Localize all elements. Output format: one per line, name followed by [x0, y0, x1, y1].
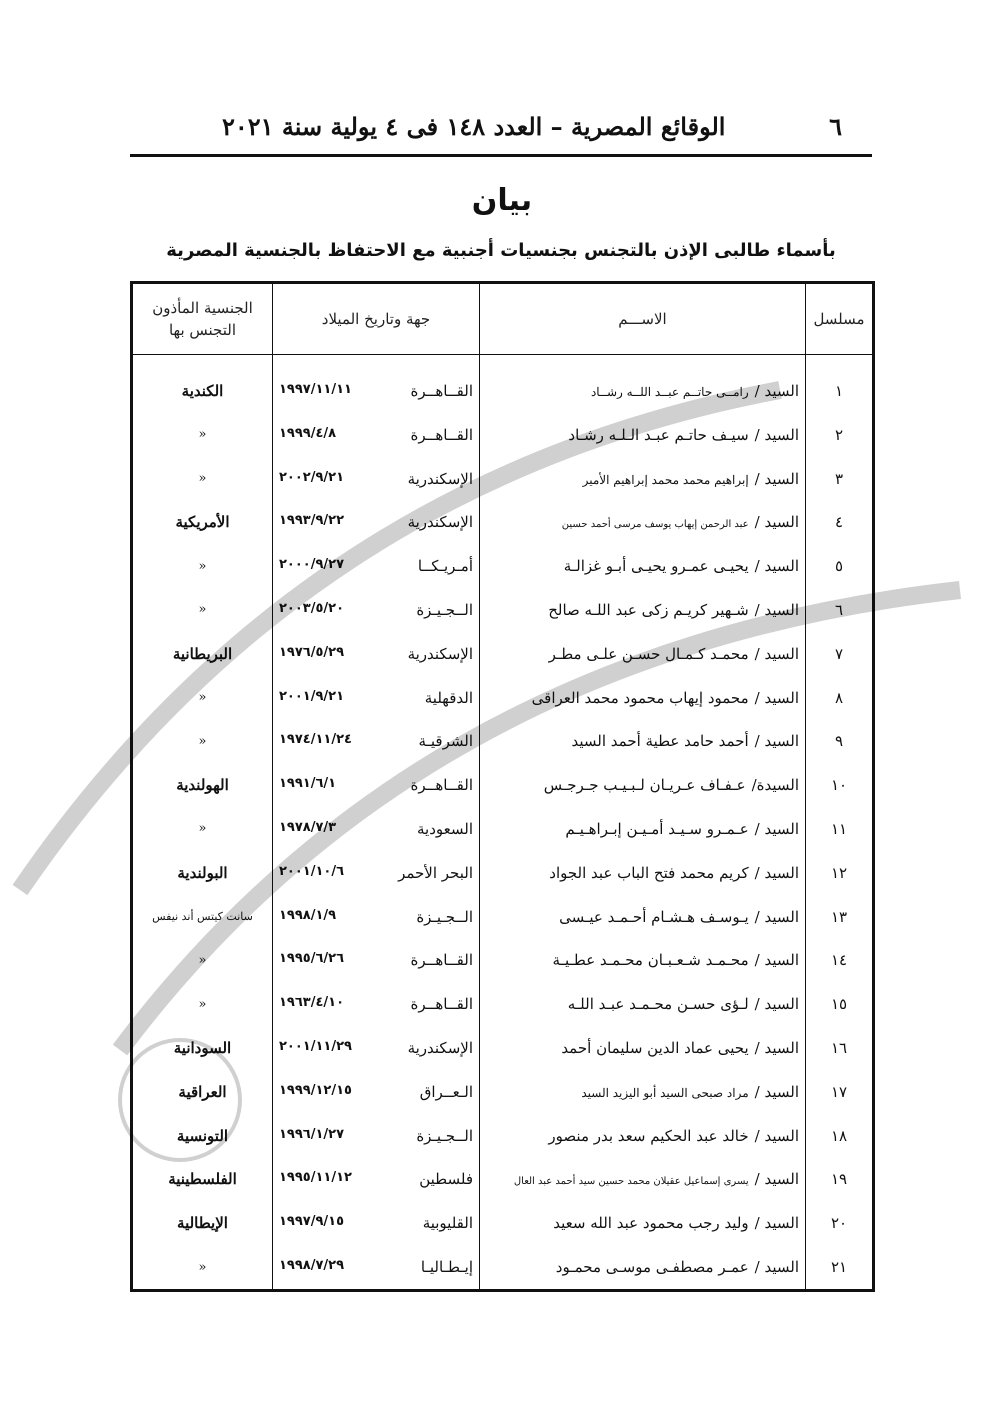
- birth-cell: [273, 369, 480, 413]
- honorific: السيد /: [754, 1126, 799, 1145]
- nationality-cell: «: [132, 719, 273, 763]
- honorific: السيد /: [754, 863, 799, 882]
- table-spacer-row: [132, 355, 874, 370]
- person-name: أحمد حامد عطية أحمد السيد: [571, 732, 749, 751]
- table-row: [132, 500, 874, 544]
- name-cell: [480, 588, 806, 632]
- name-cell: [480, 676, 806, 720]
- honorific: السيد /: [754, 1170, 799, 1189]
- document-subtitle: بأسماء طالبى الإذن بالتجنس بجنسيات أجنبية مع الاحتفاظ بالجنسية المصرية: [166, 240, 836, 261]
- nationality-cell: الكندية: [132, 369, 273, 413]
- birth-cell: [273, 676, 480, 720]
- birth-date: ١٩٩٨/١/٩: [279, 907, 337, 923]
- table-row: [132, 1026, 874, 1070]
- honorific: السيد /: [754, 1082, 799, 1101]
- nationality-cell: الأمريكية: [132, 500, 273, 544]
- birth-date: ١٩٦٣/٤/١٠: [279, 995, 345, 1011]
- person-name: محـمـد شـعـبـان محـمـد عطـيـة: [552, 951, 749, 970]
- table-row: [132, 588, 874, 632]
- nationality-cell: «: [132, 544, 273, 588]
- honorific: السيد /: [754, 688, 799, 707]
- birth-cell: [273, 763, 480, 807]
- honorific: السيد /: [754, 1214, 799, 1233]
- name-cell: [480, 544, 806, 588]
- person-name: رامــى حاتــم عبــد اللــه رشــاد: [590, 384, 749, 399]
- name-cell: [480, 719, 806, 763]
- birth-date: ٢٠٠٢/٩/٢١: [279, 469, 345, 485]
- honorific: السيدة/: [751, 776, 799, 795]
- birth-cell: [273, 719, 480, 763]
- birth-date: ١٩٩٩/٤/٨: [279, 425, 337, 441]
- table-row: [132, 413, 874, 457]
- person-name: عـفـاف عـريـان لـبـيـب جـرجـس: [543, 776, 746, 795]
- person-name: عـمـرو سـيـد أمـيـن إبـراهـيـم: [565, 819, 749, 838]
- birth-date: ٢٠٠١/٩/٢١: [279, 688, 345, 704]
- name-cell: [480, 1070, 806, 1114]
- nationality-cell: «: [132, 982, 273, 1026]
- name-cell: [480, 938, 806, 982]
- birth-place: الـعــراق: [419, 1082, 473, 1101]
- honorific: السيد /: [754, 1038, 799, 1057]
- nationality-cell: «: [132, 457, 273, 501]
- honorific: السيد /: [754, 644, 799, 663]
- birth-cell: [273, 1157, 480, 1201]
- birth-place: الدقهلية: [424, 688, 473, 707]
- birth-header: جهة وتاريخ الميلاد: [273, 283, 480, 355]
- honorific: السيد /: [754, 819, 799, 838]
- birth-cell: [273, 544, 480, 588]
- document-title: بيان: [471, 183, 533, 218]
- serial-cell: ١٨: [806, 1114, 874, 1158]
- person-name: محمـد كـمـال حسـن علـى مطـر: [548, 644, 749, 663]
- person-name: وليد رجب محمود عبد الله سعيد: [553, 1214, 749, 1233]
- birth-place: فلسطين: [419, 1170, 473, 1189]
- birth-date: ١٩٩٧/٩/١٥: [279, 1214, 345, 1230]
- birth-cell: [273, 938, 480, 982]
- name-cell: [480, 1026, 806, 1070]
- birth-place: الشرقيـة: [418, 732, 473, 751]
- honorific: السيد /: [754, 1258, 799, 1276]
- birth-place: الــجـيـزة: [416, 1126, 473, 1145]
- person-name: يسرى إسماعيل عقيلان محمد حسين سيد أحمد عبد العال: [513, 1176, 749, 1188]
- person-name: إبراهيم محمد محمد إبراهيم الأمير: [582, 472, 749, 487]
- table-row: [132, 895, 874, 939]
- person-name: لـؤى حسـن محـمـد عبـد اللـه: [567, 995, 749, 1014]
- table-row: [132, 1157, 874, 1201]
- person-name: كريم محمد فتح الباب عبد الجواد: [549, 863, 749, 882]
- name-cell: [480, 1114, 806, 1158]
- birth-cell: [273, 807, 480, 851]
- honorific: السيد /: [754, 600, 799, 619]
- table-row: [132, 1201, 874, 1245]
- name-cell: [480, 500, 806, 544]
- birth-date: ١٩٩١/٦/١: [279, 776, 337, 792]
- birth-date: ١٩٧٨/٧/٣: [279, 819, 337, 835]
- birth-place: إيـطـاليـا: [420, 1258, 473, 1276]
- name-cell: [480, 763, 806, 807]
- table-row: [132, 938, 874, 982]
- serial-cell: ١١: [806, 807, 874, 851]
- table-row: [132, 544, 874, 588]
- birth-place: البحر الأحمر: [398, 863, 473, 882]
- page-number: ٦: [829, 112, 842, 141]
- birth-place: الــجـيـزة: [416, 600, 473, 619]
- nationality-cell: «: [132, 676, 273, 720]
- birth-cell: [273, 1201, 480, 1245]
- nationality-cell: «: [132, 807, 273, 851]
- name-cell: [480, 982, 806, 1026]
- birth-place: الإسكندرية: [407, 644, 473, 663]
- serial-cell: ١٠: [806, 763, 874, 807]
- birth-place: السعودية: [416, 819, 473, 838]
- honorific: السيد /: [754, 513, 799, 532]
- serial-header: مسلسل: [806, 283, 874, 355]
- nationality-cell: الفلسطينية: [132, 1157, 273, 1201]
- person-name: مراد صبحى السيد أبو اليزيد السيد: [581, 1085, 749, 1100]
- birth-date: ١٩٩٩/١٢/١٥: [279, 1082, 352, 1098]
- serial-cell: ١: [806, 369, 874, 413]
- name-cell: [480, 413, 806, 457]
- serial-cell: ٨: [806, 676, 874, 720]
- nationality-cell: «: [132, 588, 273, 632]
- birth-cell: [273, 982, 480, 1026]
- birth-place: القــاهــرة: [410, 381, 473, 400]
- birth-date: ٢٠٠٠/٩/٢٧: [279, 557, 345, 573]
- table-row: [132, 982, 874, 1026]
- applicants-table: [130, 281, 875, 1292]
- birth-cell: [273, 895, 480, 939]
- serial-cell: ٩: [806, 719, 874, 763]
- birth-date: ١٩٧٤/١١/٢٤: [279, 732, 352, 748]
- birth-date: ١٩٧٦/٥/٢٩: [279, 644, 345, 660]
- birth-cell: [273, 1026, 480, 1070]
- birth-cell: [273, 1245, 480, 1291]
- honorific: السيد /: [754, 951, 799, 970]
- birth-place: القــاهــرة: [410, 776, 473, 795]
- person-name: شـهير كريـم زكى عبد اللـه صالح: [548, 600, 749, 619]
- serial-cell: ٢٠: [806, 1201, 874, 1245]
- birth-date: ١٩٩٥/٦/٢٦: [279, 951, 345, 967]
- nationality-cell: «: [132, 1245, 273, 1291]
- honorific: السيد /: [754, 557, 799, 576]
- birth-date: ١٩٩٥/١١/١٢: [279, 1170, 352, 1186]
- name-cell: [480, 1245, 806, 1291]
- serial-cell: ٢١: [806, 1245, 874, 1291]
- person-name: محمود إيهاب محمود محمد العراقى: [531, 688, 749, 707]
- name-cell: [480, 807, 806, 851]
- birth-place: القــاهــرة: [410, 425, 473, 444]
- page-header: [130, 108, 872, 157]
- table-row: [132, 719, 874, 763]
- birth-place: القــاهــرة: [410, 995, 473, 1014]
- name-cell: [480, 1201, 806, 1245]
- birth-date: ١٩٩٣/٩/٢٢: [279, 513, 345, 529]
- honorific: السيد /: [754, 732, 799, 751]
- honorific: السيد /: [754, 907, 799, 926]
- name-cell: [480, 457, 806, 501]
- table-row: [132, 1114, 874, 1158]
- table-header-row: [132, 283, 874, 355]
- nationality-cell: البولندية: [132, 851, 273, 895]
- nationality-cell: الهولندية: [132, 763, 273, 807]
- name-header: الاســـم: [480, 283, 806, 355]
- honorific: السيد /: [754, 469, 799, 488]
- name-cell: [480, 851, 806, 895]
- nationality-header: الجنسية المأذون التجنس بها: [132, 283, 273, 355]
- name-cell: [480, 895, 806, 939]
- person-name: خالد عبد الحكيم سعد بدر منصور: [548, 1126, 749, 1145]
- serial-cell: ١٤: [806, 938, 874, 982]
- birth-place: الإسكندرية: [407, 469, 473, 488]
- serial-cell: ٧: [806, 632, 874, 676]
- birth-cell: [273, 457, 480, 501]
- person-name: عمـر مصطفـى موسـى محمـود: [555, 1258, 749, 1276]
- birth-cell: [273, 851, 480, 895]
- serial-cell: ١٣: [806, 895, 874, 939]
- serial-cell: ١٧: [806, 1070, 874, 1114]
- person-name: يـوسـف هـشـام أحـمـد عيـسى: [559, 907, 749, 926]
- nationality-cell: سانت كيتس أند نيفس: [132, 895, 273, 939]
- birth-date: ٢٠٠٣/٥/٢٠: [279, 600, 345, 616]
- nationality-cell: الإيطالية: [132, 1201, 273, 1245]
- table-row: [132, 457, 874, 501]
- birth-cell: [273, 1070, 480, 1114]
- nationality-cell: التونسية: [132, 1114, 273, 1158]
- table-row: [132, 369, 874, 413]
- honorific: السيد /: [754, 381, 799, 400]
- birth-cell: [273, 413, 480, 457]
- serial-cell: ١٥: [806, 982, 874, 1026]
- birth-date: ١٩٩٨/٧/٢٩: [279, 1258, 345, 1273]
- name-cell: [480, 369, 806, 413]
- serial-cell: ١٢: [806, 851, 874, 895]
- nationality-cell: السودانية: [132, 1026, 273, 1070]
- person-name: يحيى عماد الدين سليمان أحمد: [561, 1038, 749, 1057]
- serial-cell: ٥: [806, 544, 874, 588]
- birth-cell: [273, 1114, 480, 1158]
- person-name: عبد الرحمن إيهاب يوسف مرسى أحمد حسين: [561, 519, 749, 531]
- serial-cell: ٢: [806, 413, 874, 457]
- nationality-cell: «: [132, 938, 273, 982]
- birth-place: الإسكندرية: [407, 513, 473, 532]
- nationality-cell: العراقية: [132, 1070, 273, 1114]
- serial-cell: ١٦: [806, 1026, 874, 1070]
- table-row: [132, 851, 874, 895]
- name-cell: [480, 1157, 806, 1201]
- table-row: [132, 1245, 874, 1291]
- table-row: [132, 632, 874, 676]
- honorific: السيد /: [754, 995, 799, 1014]
- table-row: [132, 807, 874, 851]
- honorific: السيد /: [754, 425, 799, 444]
- nationality-cell: «: [132, 413, 273, 457]
- table-row: [132, 1070, 874, 1114]
- birth-date: ٢٠٠١/١٠/٦: [279, 863, 345, 879]
- person-name: سيـف حاتـم عبـد الـلـه رشـاد: [568, 425, 749, 444]
- serial-cell: ١٩: [806, 1157, 874, 1201]
- birth-place: القليوبية: [422, 1214, 473, 1233]
- birth-date: ١٩٩٧/١١/١١: [279, 381, 352, 397]
- birth-place: الــجـيـزة: [416, 907, 473, 926]
- serial-cell: ٣: [806, 457, 874, 501]
- birth-place: القــاهــرة: [410, 951, 473, 970]
- birth-cell: [273, 500, 480, 544]
- birth-date: ٢٠٠١/١١/٢٩: [279, 1038, 352, 1054]
- serial-cell: ٤: [806, 500, 874, 544]
- birth-place: أمـريـكــا: [417, 557, 473, 576]
- table-body: [132, 355, 874, 1291]
- birth-cell: [273, 632, 480, 676]
- serial-cell: ٦: [806, 588, 874, 632]
- birth-date: ١٩٩٦/١/٢٧: [279, 1126, 345, 1142]
- person-name: يحيـى عمـرو يحيـى أبـو غزالـة: [563, 557, 749, 576]
- birth-cell: [273, 588, 480, 632]
- table-row: [132, 676, 874, 720]
- name-cell: [480, 632, 806, 676]
- running-title: الوقائع المصرية – العدد ١٤٨ فى ٤ يولية سنة ٢٠٢١: [222, 112, 726, 141]
- table-row: [132, 763, 874, 807]
- nationality-cell: البريطانية: [132, 632, 273, 676]
- birth-place: الإسكندرية: [407, 1038, 473, 1057]
